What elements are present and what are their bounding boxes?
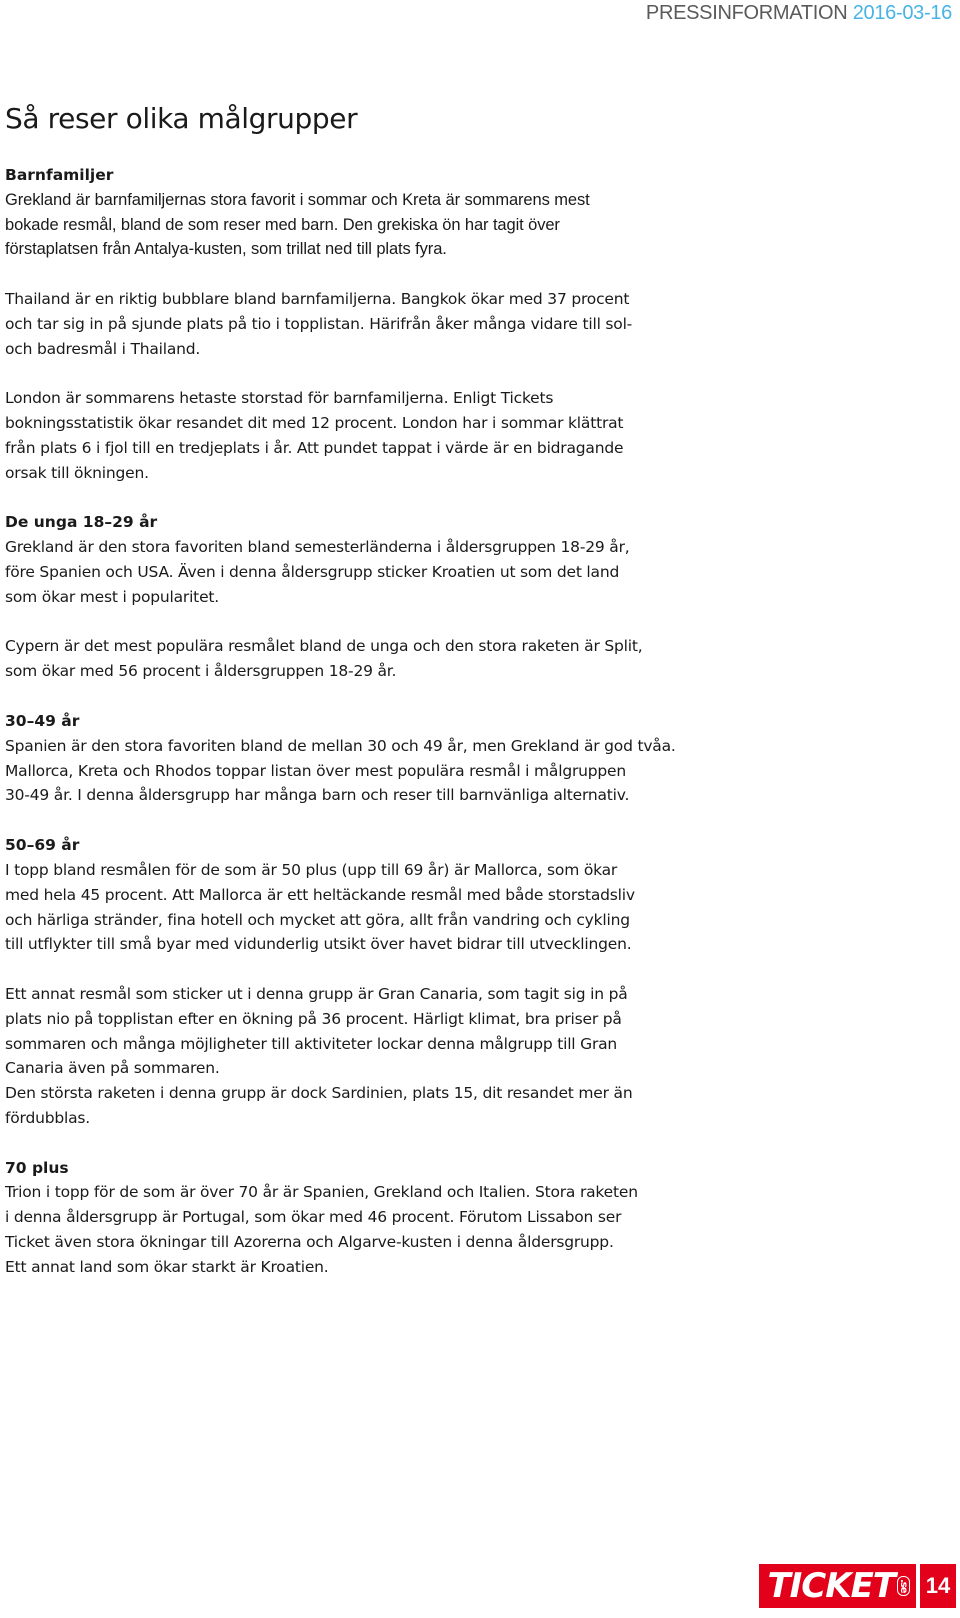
ticket-logo: [759, 1564, 916, 1608]
section-heading: Barnfamiljer: [5, 166, 114, 184]
section-heading: 30–49 år: [5, 711, 80, 730]
page-number: 14: [920, 1564, 956, 1608]
text-line: Spanien är den stora favoriten bland de mellan 30 och 49 år, men Grekland är god tvåa.: [5, 736, 676, 755]
text-line: 30-49 år. I denna åldersgrupp har många barn och reser till barnvänliga alternativ.: [5, 786, 630, 805]
text-line: Grekland är den stora favoriten bland semesterländerna i åldersgruppen 18-29 år,: [5, 538, 630, 557]
header-label: PRESSINFORMATION: [645, 2, 848, 24]
section: [5, 510, 685, 684]
text-line: med hela 45 procent. Att Mallorca är ett heltäckande resmål med både storstadsliv: [5, 885, 635, 904]
text-line: I topp bland resmålen för de som är 50 plus (upp till 69 år) är Mallorca, som ökar: [5, 860, 618, 879]
paragraph: [5, 1180, 685, 1279]
text-line: som ökar med 56 procent i åldersgruppen 18-29 år.: [5, 662, 397, 681]
text-line: Mallorca, Kreta och Rhodos toppar listan över mest populära resmål i målgruppen: [5, 761, 626, 780]
text-line: fördubblas.: [5, 1108, 90, 1127]
paragraph: [5, 982, 685, 1131]
paragraph: [5, 188, 685, 262]
logo-text: TICKET: [767, 1566, 895, 1606]
text-line: från plats 6 i fjol till en tredjeplats i år. Att pundet tappat i värde är en bidragande: [5, 438, 624, 457]
paragraph: [5, 634, 685, 684]
paragraph: [5, 734, 685, 808]
text-line: Trion i topp för de som är över 70 år är Spanien, Grekland och Italien. Stora raketen: [5, 1183, 638, 1202]
text-line: London är sommarens hetaste storstad för barnfamiljerna. Enligt Tickets: [5, 389, 554, 408]
text-line: Ett annat resmål som sticker ut i denna grupp är Gran Canaria, som tagit sig in på: [5, 984, 628, 1003]
document-body: [5, 163, 685, 1305]
document-title: Så reser olika målgrupper: [5, 102, 358, 135]
text-line: som ökar mest i popularitet.: [5, 587, 220, 606]
section: [5, 1156, 685, 1280]
paragraph: [5, 386, 685, 485]
text-line: orsak till ökningen.: [5, 463, 149, 482]
text-line: till utflykter till små byar med vidunderlig utsikt över havet bidrar till utvecklingen.: [5, 935, 632, 954]
text-line: förstaplatsen från Antalya-kusten, som trillat ned till plats fyra.: [5, 240, 447, 259]
text-line: och härliga stränder, fina hotell och mycket att göra, allt från vandring och cykling: [5, 910, 630, 929]
section: [5, 833, 685, 1131]
section: [5, 709, 685, 808]
text-line: sommaren och många möjligheter till aktiviteter lockar denna målgrupp till Gran: [5, 1034, 618, 1053]
text-line: och badresmål i Thailand.: [5, 339, 201, 358]
text-line: och tar sig in på sjunde plats på tio i topplistan. Härifrån åker många vidare till sol-: [5, 314, 633, 333]
text-line: Thailand är en riktig bubblare bland barnfamiljerna. Bangkok ökar med 37 procent: [5, 289, 630, 308]
section-heading: 70 plus: [5, 1158, 69, 1177]
header-date: 2016-03-16: [852, 2, 952, 24]
text-line: Canaria även på sommaren.: [5, 1059, 220, 1078]
logo-suffix: .se: [897, 1576, 910, 1596]
paragraph: [5, 858, 685, 957]
page-footer: [759, 1564, 956, 1608]
section-heading: De unga 18–29 år: [5, 513, 158, 532]
text-line: Ett annat land som ökar starkt är Kroatien.: [5, 1257, 329, 1276]
section: [5, 163, 685, 485]
text-line: plats nio på topplistan efter en ökning på 36 procent. Härligt klimat, bra priser på: [5, 1009, 622, 1028]
text-line: bokade resmål, bland de som reser med barn. Den grekiska ön har tagit över: [5, 215, 560, 234]
section-heading: 50–69 år: [5, 836, 80, 855]
text-line: Cypern är det mest populära resmålet bland de unga och den stora raketen är Split,: [5, 637, 643, 656]
text-line: Grekland är barnfamiljernas stora favorit i sommar och Kreta är sommarens mest: [5, 190, 590, 209]
text-line: bokningsstatistik ökar resandet dit med 12 procent. London har i sommar klättrat: [5, 413, 624, 432]
page-header: [646, 2, 952, 25]
paragraph: [5, 535, 685, 609]
text-line: i denna åldersgrupp är Portugal, som ökar med 46 procent. Förutom Lissabon ser: [5, 1208, 622, 1227]
text-line: Den största raketen i denna grupp är dock Sardinien, plats 15, dit resandet mer än: [5, 1084, 633, 1103]
text-line: före Spanien och USA. Även i denna åldersgrupp sticker Kroatien ut som det land: [5, 562, 620, 581]
text-line: Ticket även stora ökningar till Azorerna och Algarve-kusten i denna åldersgrupp.: [5, 1233, 614, 1252]
paragraph: [5, 287, 685, 361]
